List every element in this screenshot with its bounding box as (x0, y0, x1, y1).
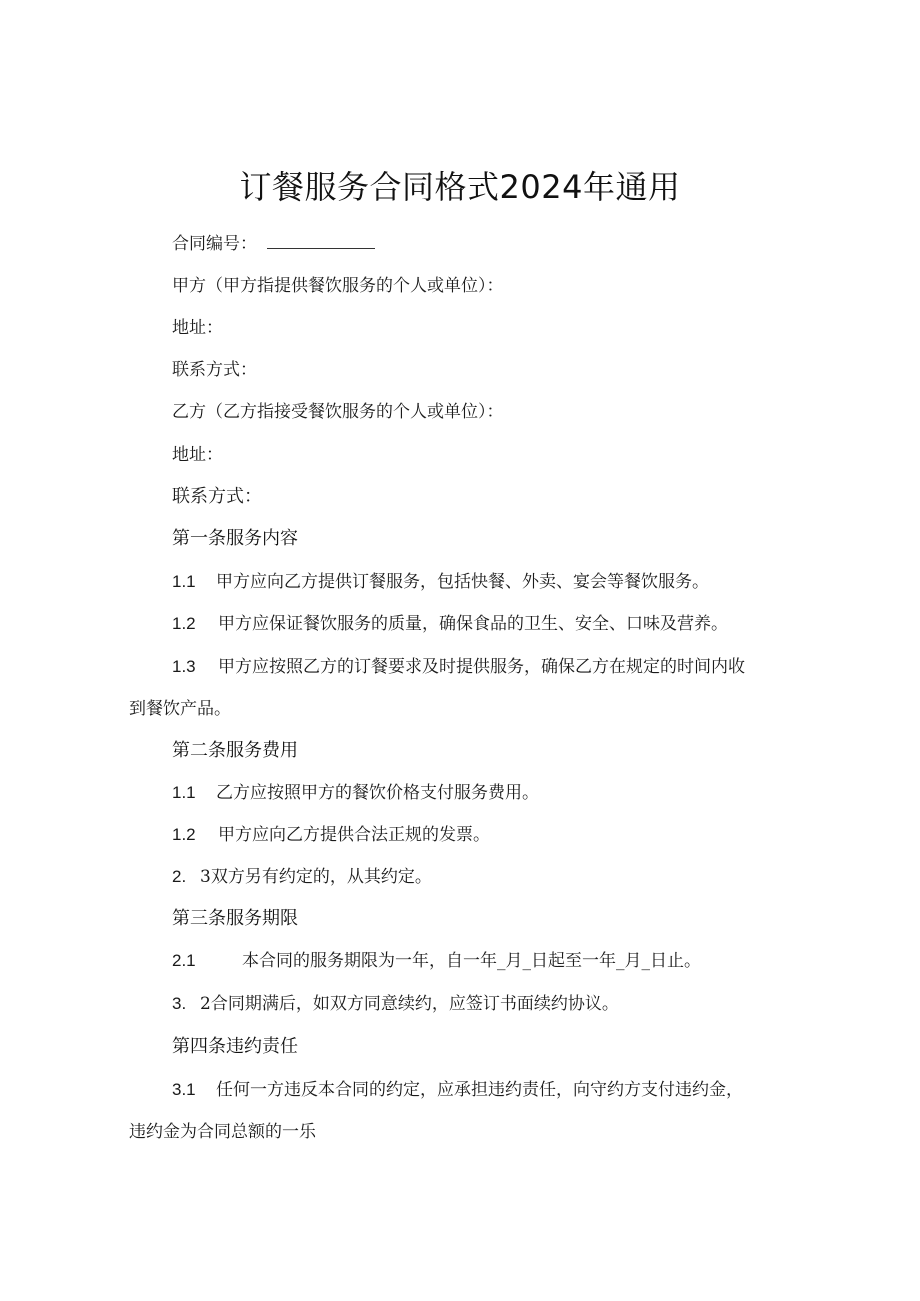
contract-number-blank (267, 234, 375, 249)
clause-number: 3. (172, 994, 187, 1013)
clause-1-2 (172, 609, 728, 634)
party-a-line: 甲方（甲方指提供餐饮服务的个人或单位）： (172, 276, 504, 296)
clause-number: 1.2 (172, 825, 196, 844)
party-b-address: 地址： (172, 445, 223, 465)
section-1-heading: 第一条服务内容 (172, 528, 298, 549)
clause-text: 甲方应保证餐饮服务的质量，确保食品的卫生、安全、口味及营养。 (218, 614, 728, 634)
clause-number: 2. (172, 867, 187, 886)
clause-1-3 (172, 652, 745, 677)
clause-text: 甲方应向乙方提供订餐服务，包括快餐、外卖、宴会等餐饮服务。 (216, 572, 709, 592)
party-b-contact: 联系方式： (172, 486, 262, 507)
contract-number-label: 合同编号： (172, 234, 257, 254)
clause-1-1 (172, 567, 709, 592)
clause-text: 甲方应向乙方提供合法正规的发票。 (218, 825, 490, 845)
document-title: 订餐服务合同格式2024年通用 (239, 168, 681, 206)
section-2-heading: 第二条服务费用 (172, 740, 298, 761)
clause-text: 3双方另有约定的，从其约定。 (200, 867, 432, 887)
section-3-heading: 第三条服务期限 (172, 908, 298, 929)
contract-number-line (172, 229, 375, 254)
clause-text: 本合同的服务期限为一年，自一年_月_日起至一年_月_日止。 (242, 951, 701, 971)
clause-number: 2.1 (172, 951, 196, 970)
clause-2-1 (172, 778, 539, 803)
clause-number: 3.1 (172, 1080, 196, 1099)
party-a-contact: 联系方式： (172, 360, 257, 380)
party-a-address: 地址： (172, 318, 223, 338)
clause-number: 1.3 (172, 657, 196, 676)
clause-text: 2合同期满后，如双方同意续约，应签订书面续约协议。 (200, 994, 619, 1014)
clause-number: 1.1 (172, 783, 196, 802)
clause-4-1 (172, 1075, 743, 1100)
clause-number: 1.1 (172, 572, 196, 591)
clause-text: 甲方应按照乙方的订餐要求及时提供服务，确保乙方在规定的时间内收 (218, 657, 745, 677)
clause-text: 乙方应按照甲方的餐饮价格支付服务费用。 (216, 783, 539, 803)
party-b-line: 乙方（乙方指接受餐饮服务的个人或单位）： (172, 402, 504, 422)
clause-3-2 (172, 989, 619, 1014)
clause-text: 任何一方违反本合同的约定，应承担违约责任，向守约方支付违约金， (216, 1080, 743, 1100)
section-4-heading: 第四条违约责任 (172, 1036, 298, 1057)
clause-number: 1.2 (172, 614, 196, 633)
clause-2-3 (172, 862, 432, 887)
clause-1-3-continuation: 到餐饮产品。 (129, 699, 231, 719)
clause-3-1 (172, 946, 701, 971)
clause-2-2 (172, 820, 490, 845)
clause-4-1-continuation: 违约金为合同总额的一乐 (129, 1122, 316, 1142)
